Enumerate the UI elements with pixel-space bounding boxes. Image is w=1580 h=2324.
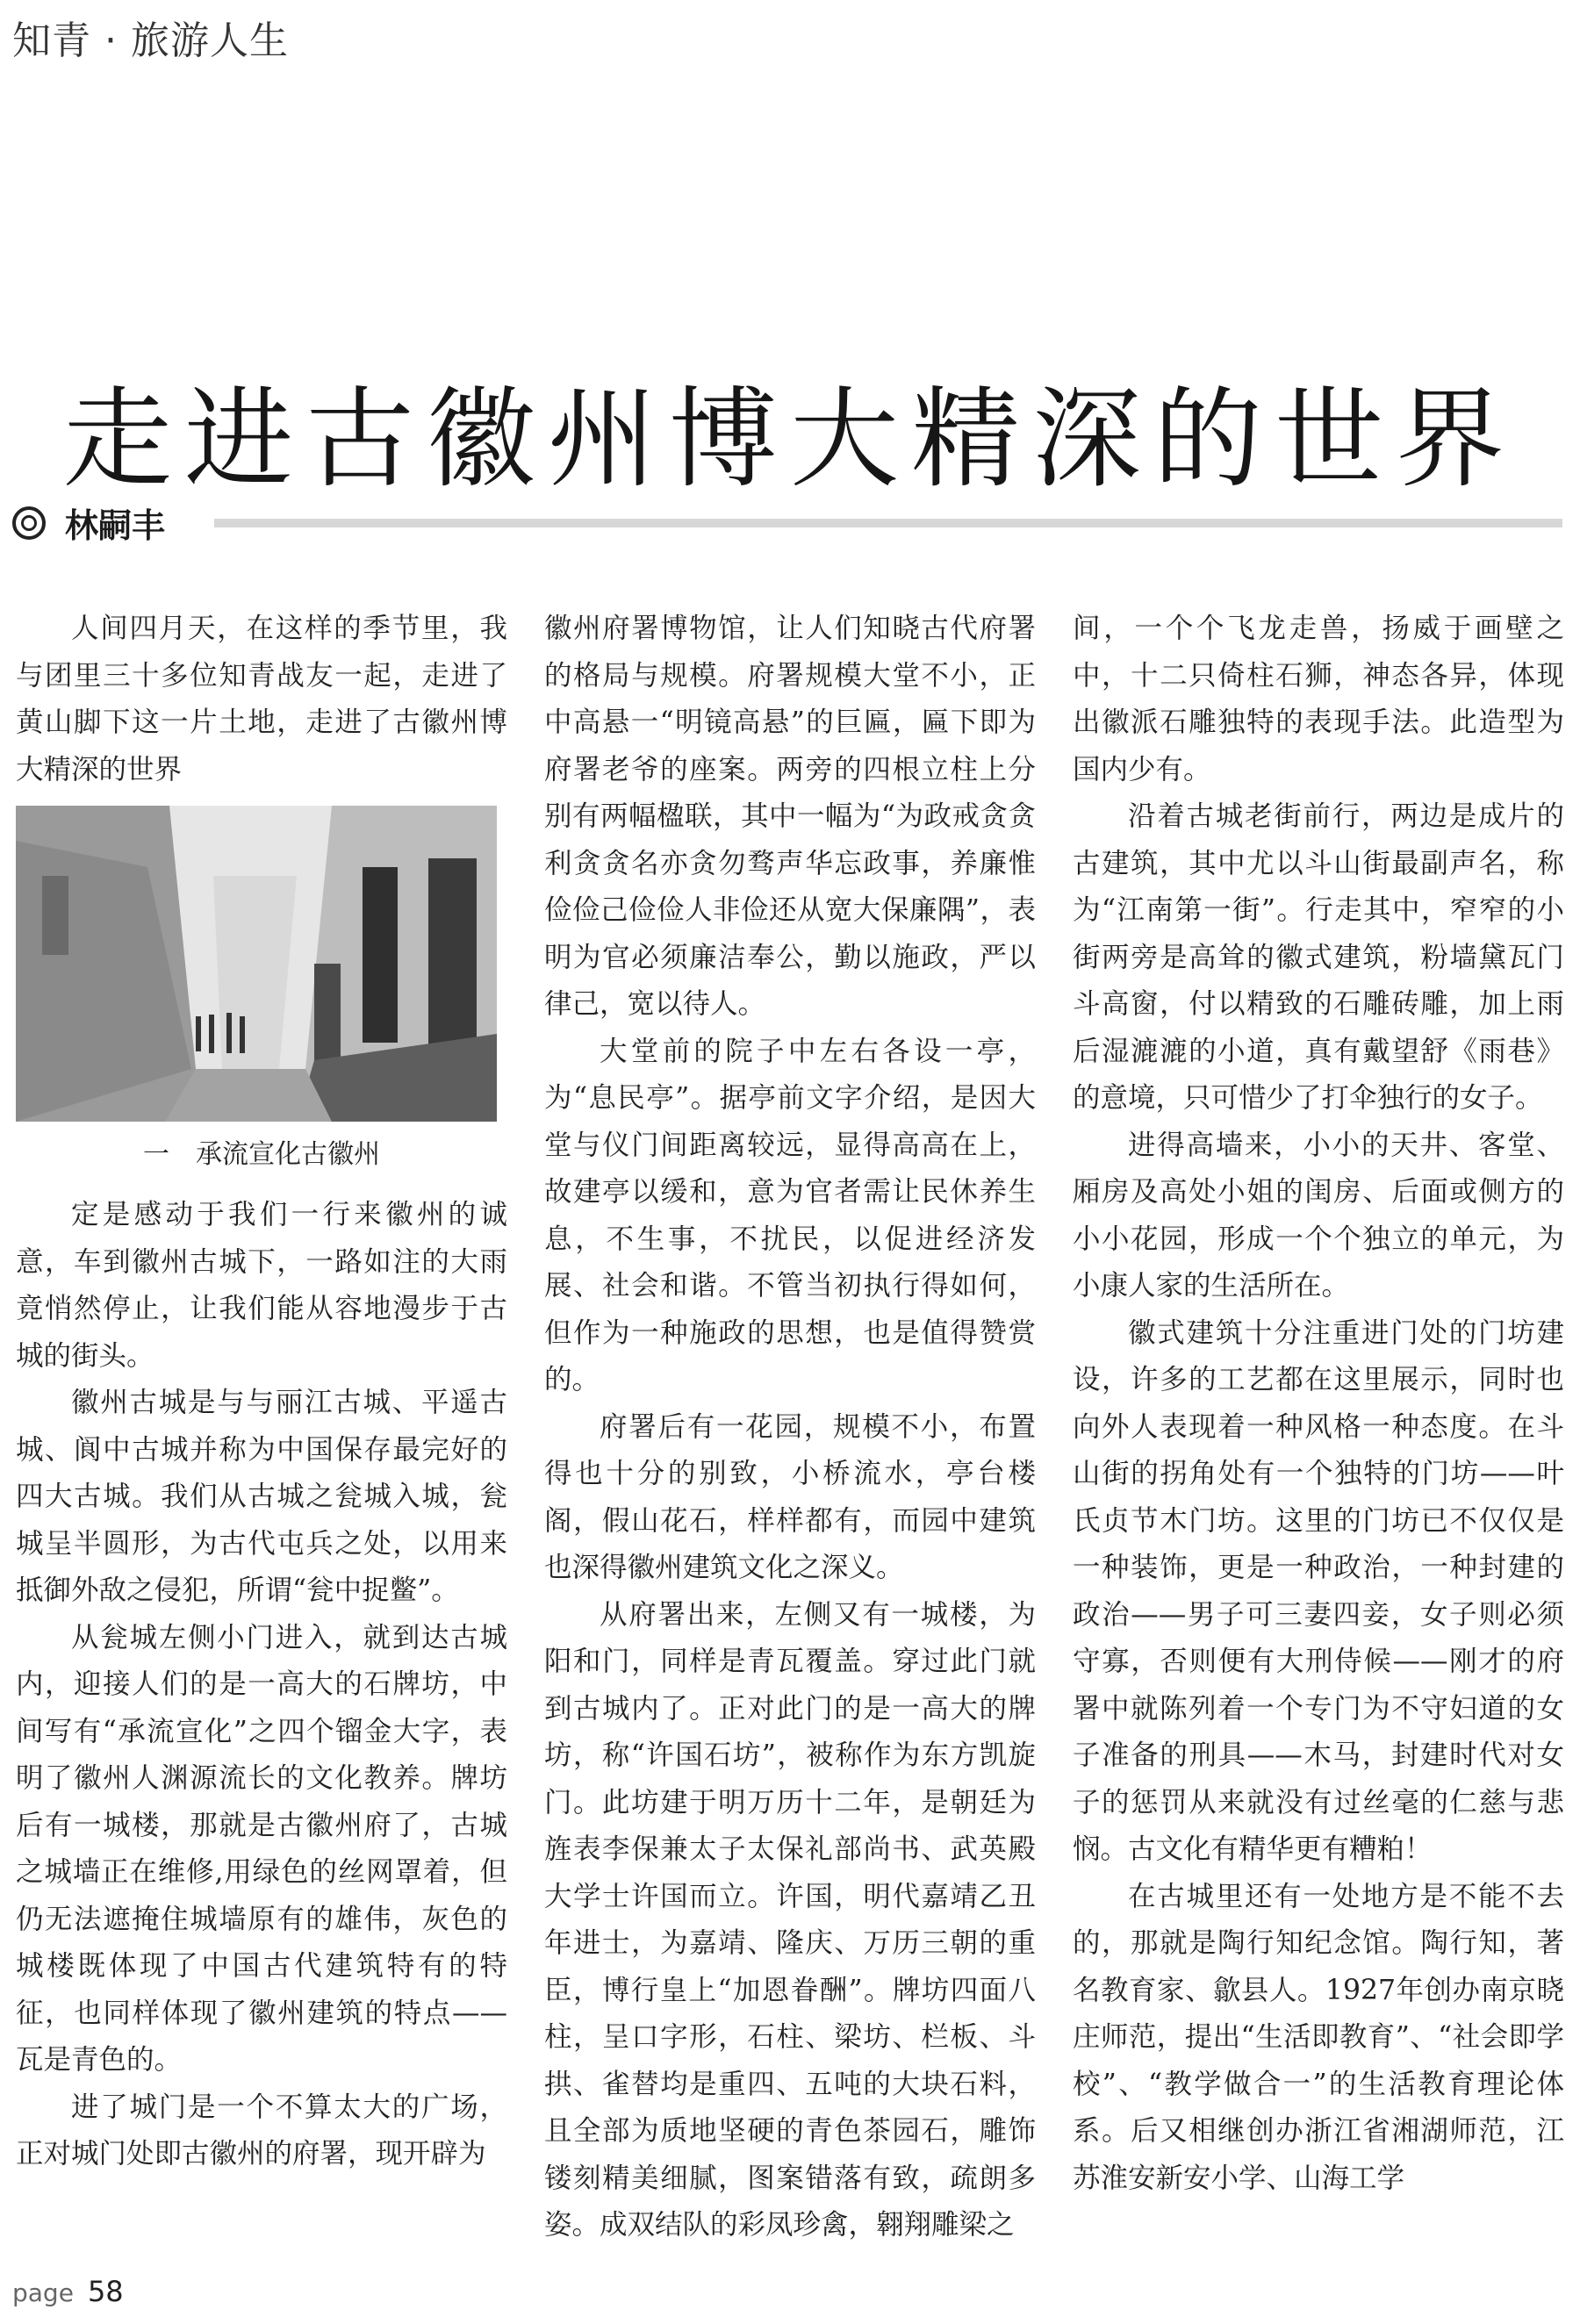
byline-divider <box>214 519 1562 527</box>
paragraph: 徽式建筑十分注重进门处的门坊建设，许多的工艺都在这里展示，同时也向外人表现着一种风格一种态度。在斗山街的拐角处有一个独特的门坊——叶氏贞节木门坊。这里的门坊已不仅仅是一种装饰，更是一种政治，一种封建的政治——男子可三妻四妾，女子则必须守寡，否则便有大刑侍候——刚才的府署中就陈列着一个专门为不守妇道的女子准备的刑具——木马，封建时代对女子的惩罚从来就没有过丝毫的仁慈与悲悯。古文化有精华更有糟粕！ <box>1073 1316 1564 1865</box>
paragraph: 进得高墙来，小小的天井、客堂、厢房及高处小姐的闺房、后面或侧方的小小花园，形成一个个独立的单元，为小康人家的生活所在。 <box>1073 1129 1564 1302</box>
page-number: 58 <box>87 2275 124 2308</box>
paragraph: 在古城里还有一处地方是不能不去的，那就是陶行知纪念馆。陶行知，著名教育家、歙县人。1927年创办南京晓庄师范，提出“生活即教育”、“社会即学校”、“教学做合一”的生活教育理论体系。后又相继创办浙江省湘湖师范，江苏淮安新安小学、山海工学 <box>1073 1880 1564 2194</box>
paragraph: 府署后有一花园，规模不小，布置得也十分的别致，小桥流水，亭台楼阁，假山花石，样样都有，而园中建筑也深得徽州建筑文化之深义。 <box>544 1410 1036 1583</box>
text-column-2 <box>544 606 1036 2249</box>
paragraph: 徽州古城是与与丽江古城、平遥古城、阆中古城并称为中国保存最完好的四大古城。我们从古城之瓮城入城，瓮城呈半圆形，为古代屯兵之处，以用来抵御外敌之侵犯，所谓“瓮中捉鳖”。 <box>16 1387 507 1606</box>
paragraph: 徽州府署博物馆，让人们知晓古代府署的格局与规模。府署规模大堂不小，正中高悬一“明镜高悬”的巨匾，匾下即为府署老爷的座案。两旁的四根立柱上分别有两幅楹联，其中一幅为“为政戒贪贪利贪贪名亦贪勿骛声华忘政事，养廉惟俭俭己俭俭人非俭还从宽大保廉隅”，表明为官必须廉洁奉公，勤以施政，严以律己，宽以待人。 <box>544 613 1036 1020</box>
figure-caption: 一 承流宣化古徽州 <box>143 1139 380 1170</box>
paragraph: 间，一个个飞龙走兽，扬威于画壁之中，十二只倚柱石狮，神态各异，体现出徽派石雕独特的表现手法。此造型为国内少有。 <box>1073 613 1564 785</box>
paragraph: 沿着古城老街前行，两边是成片的古建筑，其中尤以斗山街最副声名，称为“江南第一街”。行走其中，窄窄的小街两旁是高耸的徽式建筑，粉墙黛瓦门斗高窗，付以精致的石雕砖雕，加上雨后湿漉漉的小道，真有戴望舒《雨巷》的意境，只可惜少了打伞独行的女子。 <box>1073 800 1564 1114</box>
article-title: 走进古徽州博大精深的世界 <box>62 377 1517 504</box>
paragraph: 从府署出来，左侧又有一城楼，为阳和门，同样是青瓦覆盖。穿过此门就到古城内了。正对此门的是一高大的牌坊，称“许国石坊”，被称作为东方凯旋门。此坊建于明万历十二年，是朝廷为旌表李保兼太子太保礼部尚书、武英殿大学士许国而立。许国，明代嘉靖乙丑年进士，为嘉靖、隆庆、万历三朝的重臣，博行皇上“加恩眷酬”。牌坊四面八柱，呈口字形，石柱、梁坊、栏板、斗拱、雀替均是重四、五吨的大块石料，且全部为质地坚硬的青色茶园石，雕饰镂刻精美细腻，图案错落有致，疏朗多姿。成双结队的彩凤珍禽，翱翔雕梁之 <box>544 1598 1036 2241</box>
paragraph: 定是感动于我们一行来徽州的诚意，车到徽州古城下，一路如注的大雨竟悄然停止，让我们能从容地漫步于古城的街头。 <box>16 1199 507 1372</box>
page-label: page <box>12 2278 74 2307</box>
street-photo <box>16 806 497 1122</box>
circle-mark-icon <box>12 506 46 540</box>
paragraph: 进了城门是一个不算太大的广场，正对城门处即古徽州的府署，现开辟为 <box>16 2091 507 2170</box>
ancient-street-image <box>16 806 497 1122</box>
paragraph: 大堂前的院子中左右各设一亭，为“息民亭”。据亭前文字介绍，是因大堂与仪门间距离较远，显得高高在上，故建亭以缓和，意为官者需让民休养生息，不生事，不扰民，以促进经济发展、社会和谐。不管当初执行得如何，但作为一种施政的思想，也是值得赞赏的。 <box>544 1035 1036 1395</box>
text-column-3 <box>1073 606 1564 2202</box>
paragraph: 从瓮城左侧小门进入，就到达古城内，迎接人们的是一高大的石牌坊，中间写有“承流宣化”之四个镏金大字，表明了徽州人渊源流长的文化教养。牌坊后有一城楼，那就是古徽州府了，古城之城墙正在维修,用绿色的丝网罩着，但仍无法遮掩住城墙原有的雄伟，灰色的城楼既体现了中国古代建筑特有的特征，也同样体现了徽州建筑的特点——瓦是青色的。 <box>16 1621 507 2076</box>
paragraph: 人间四月天，在这样的季节里，我与团里三十多位知青战友一起，走进了黄山脚下这一片土地，走进了古徽州博大精深的世界 <box>16 613 507 785</box>
text-column-1 <box>16 606 507 2178</box>
author-name: 林嗣丰 <box>65 506 166 545</box>
section-label: 知青 · 旅游人生 <box>12 18 289 63</box>
byline <box>12 499 1562 547</box>
page-footer <box>12 2275 124 2308</box>
